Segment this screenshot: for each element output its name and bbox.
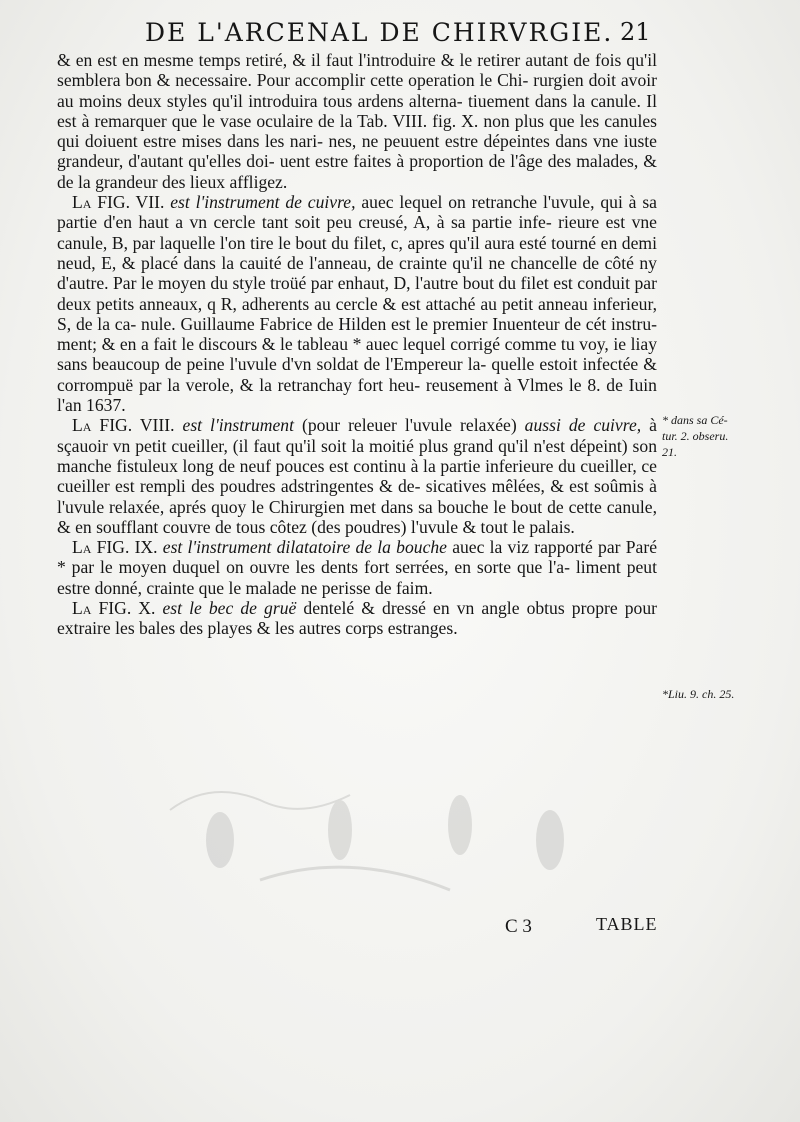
paragraph-fig-7: La FIG. VII. est l'instrument de cuivre, auec lequel on retranche l'uvule, qui à sa partie d'en haut a vn cercle tant soit peu creusé, A, à sa partie infe- rieure est vne canule, B, par laquelle l'on tire le bout du filet, c, apres qu'il aura esté tourné en demi neud, E, & placé dans la cauité de l'anneau, de crainte qu'il ne chancelle de côté ny d'autre. Par le moyen du style troüé par enhaut, D, l'autre bout du filet est conduit par deux petits anneaux, q R, adherents au cercle & est attaché au petit anneau inferieur, S, de la ca- nule. Guillaume Fabrice de Hilden est le premier Inuenteur de cét instru- ment; & en a fait le discours & le tableau * auec lequel corrigé comme tu voy, ie liay sans beaucoup de peine l'uvule d'vn soldat de l'Empereur la- quelle estoit infectée & corrompuë par la verole, & la retranchay fort heu- reusement à Vlmes le 8. de Iuin l'an 1637. [57,192,657,416]
show-through-illustration [150,770,590,900]
body-text [57,50,657,639]
paragraph-fig-8: La FIG. VIII. est l'instrument (pour releuer l'uvule relaxée) aussi de cuivre, à sçauoir vn petit cueiller, (il faut qu'il soit la moitié plus grand qu'il n'est dépeint) son manche fistuleux long de neuf pouces est continu à la partie inferieure du cueiller, ce cueiller est rempli des poudres adstringentes & de- sicatives mêlées, & est soûmis à l'uvule relaxée, aprés quoy le Chirurgien met dans sa bouche le bout de cette canule, & en soufflant couvre de tous côtez (des poudres) l'uvule & tout le palais. [57,415,658,537]
fig-label: La FIG. IX. [72,537,158,558]
fig-label: La FIG. X. [72,598,156,619]
fig-title: est l'instrument [182,415,294,436]
margin-note-2: *Liu. 9. ch. 25. [662,687,735,701]
fig-title: est le bec de gruë [162,598,297,619]
paragraph-fig-10: La FIG. X. est le bec de gruë dentelé & dressé en vn angle obtus propre pour extraire les bales des playes & les autres corps estranges. [57,598,658,639]
page-number: 21 [620,18,651,46]
paragraph-fig-9: La FIG. IX. est l'instrument dilatatoire de la bouche auec la viz rapporté par Paré * par le moyen duquel on ouvre les dents fort serrées, en sorte que l'a- liment peut estre donné, crainte que le malade ne perisse de faim. [57,537,658,598]
catchword: TABLE [596,914,658,934]
fig-title: est l'instrument dilatatoire de la bouche [162,537,447,558]
margin-note-1: * dans sa Cé- tur. 2. obseru. 21. [662,413,729,459]
signature-mark: C 3 [505,916,532,937]
fig-label: La FIG. VIII. [72,415,175,436]
fig-label: La FIG. VII. [72,192,165,213]
fig-title: est l'instrument de cuivre, [170,192,356,213]
paragraph-1: & en est en mesme temps retiré, & il faut l'introduire & le retirer autant de fois qu'il semblera bon & necessaire. Pour accomplir cette operation le Chi- rurgien doit avoir au moins deux styles qu'il introduira tous ardens alterna- tiuement dans la canule. Il est à remarquer que le vase oculaire de la Tab. VIII. fig. X. non plus que les canules qui doiuent estre mises dans les nari- nes, ne peuuent estre dépeintes dans vne iuste grandeur, d'autant qu'elles doi- uent estre faites à proportion de l'âge des malades, & de la grandeur des lieux affligez. [57,50,657,192]
running-title: DE L'ARCENAL DE CHIRVRGIE. [145,18,614,47]
